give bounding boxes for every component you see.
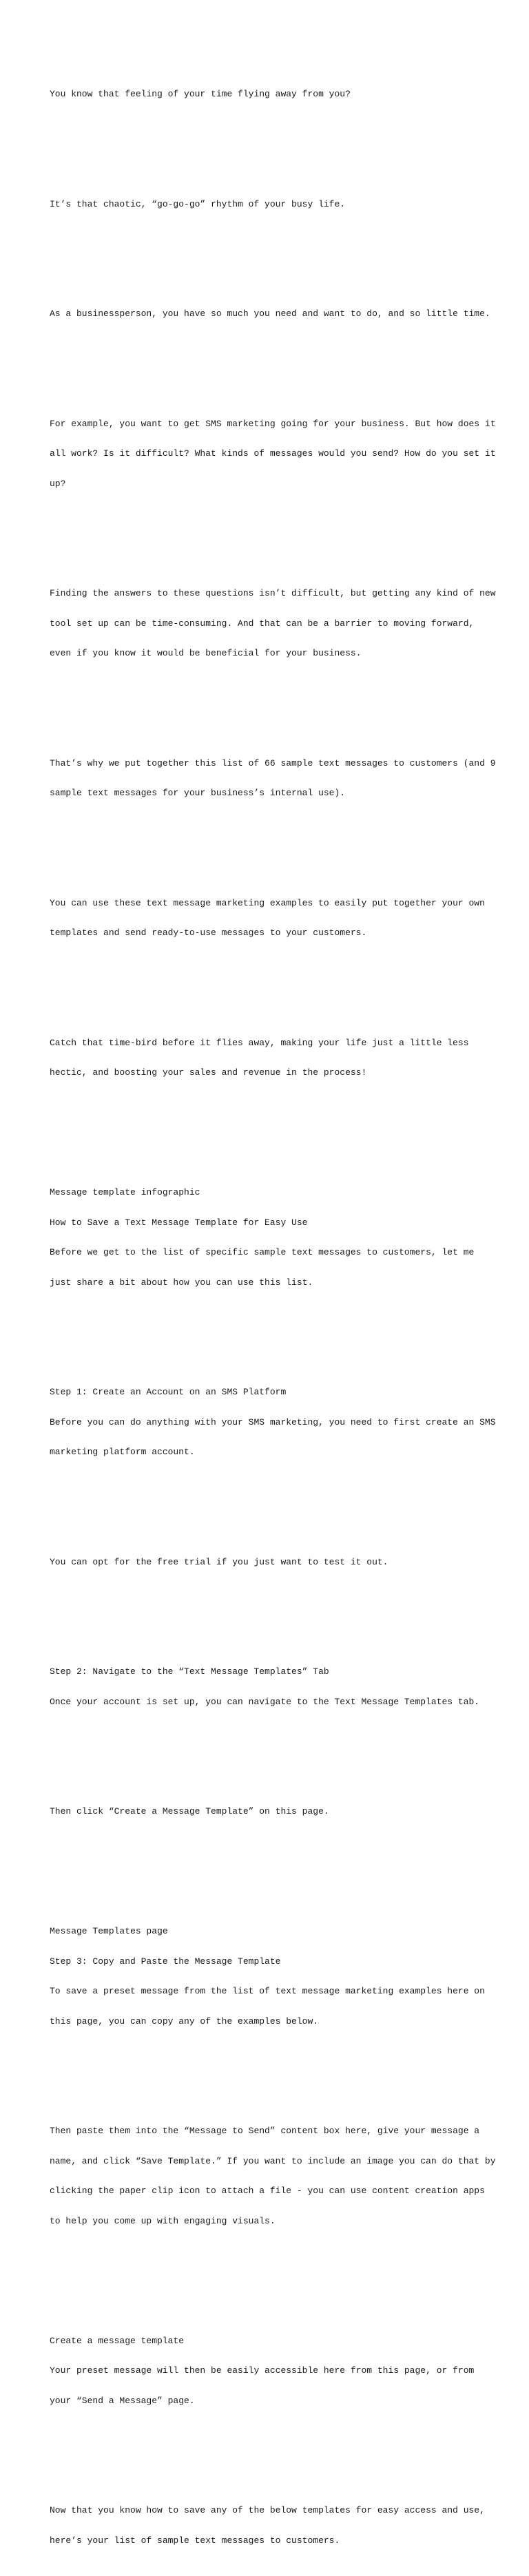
text-line: clicking the paper clip icon to attach a file - you can use content creation apps — [50, 2186, 485, 2196]
text-line: Now that you know how to save any of the below templates for easy access and use, — [50, 2505, 485, 2515]
paragraph — [50, 2106, 496, 2246]
section-infographic — [50, 1168, 490, 1308]
step-heading: Step 1: Create an Account on an SMS Platform — [50, 1387, 287, 1397]
text-line: here’s your list of sample text messages to customers. — [50, 2535, 340, 2546]
section-title: How to Save a Text Message Template for Easy Use — [50, 1217, 308, 1228]
step-2 — [50, 1647, 490, 1727]
text-line: For example, you want to get SMS marketing going for your business. But how does it — [50, 418, 496, 429]
text-line: Finding the answers to these questions isn’t difficult, but getting any kind of new — [50, 588, 496, 598]
text-line: name, and click “Save Template.” If you want to include an image you can do that by — [50, 2155, 496, 2166]
text-line: As a businessperson, you have so much you need and want to do, and so little time. — [50, 308, 490, 319]
text-line: You can opt for the free trial if you just want to test it out. — [50, 1556, 388, 1567]
section-heading: Message Templates page — [50, 1926, 168, 1936]
step-1 — [50, 1368, 496, 1478]
step-3 — [50, 1907, 490, 2046]
paragraph — [50, 2486, 490, 2566]
paragraph — [50, 569, 496, 679]
paragraph — [50, 70, 490, 120]
text-line: Before you can do anything with your SMS marketing, you need to first create an SMS — [50, 1416, 496, 1427]
section-heading: Create a message template — [50, 2335, 185, 2346]
text-line: templates and send ready-to-use messages to your customers. — [50, 928, 367, 938]
text-line: just share a bit about how you can use this list. — [50, 1277, 313, 1288]
step-heading: Step 2: Navigate to the “Text Message Templates” Tab — [50, 1666, 329, 1677]
step-heading: Step 3: Copy and Paste the Message Template — [50, 1956, 281, 1967]
text-line: To save a preset message from the list of text message marketing examples here on — [50, 1986, 485, 1996]
section-create-template — [50, 2316, 490, 2427]
text-line: You know that feeling of your time flying away from you? — [50, 89, 351, 99]
text-line: You can use these text message marketing examples to easily put together your own — [50, 897, 485, 908]
text-line: Then paste them into the “Message to Send” content box here, give your message a — [50, 2126, 480, 2136]
text-line: your “Send a Message” page. — [50, 2395, 195, 2406]
text-line: Before we get to the list of specific sample text messages to customers, let me — [50, 1247, 475, 1257]
text-line: That’s why we put together this list of 66 sample text messages to customers (and 9 — [50, 757, 496, 768]
text-line: to help you come up with engaging visuals. — [50, 2215, 276, 2226]
text-line: Catch that time-bird before it flies away, making your life just a little less — [50, 1037, 469, 1048]
text-line: Your preset message will then be easily accessible here from this page, or from — [50, 2365, 475, 2376]
text-line: Once your account is set up, you can navigate to the Text Message Templates tab. — [50, 1696, 480, 1707]
text-line: Then click “Create a Message Template” on this page. — [50, 1806, 329, 1816]
paragraph — [50, 1538, 490, 1588]
text-line: It’s that chaotic, “go-go-go” rhythm of your busy life. — [50, 198, 346, 209]
paragraph — [50, 289, 490, 339]
text-line: tool set up can be time-consuming. And that can be a barrier to moving forward, — [50, 618, 475, 629]
section-heading: Message template infographic — [50, 1187, 200, 1197]
paragraph — [50, 1787, 490, 1837]
text-line: marketing platform account. — [50, 1447, 195, 1457]
paragraph — [50, 1018, 490, 1098]
text-line: sample text messages for your business’s internal use). — [50, 788, 346, 798]
text-line: hectic, and boosting your sales and revenue in the process! — [50, 1067, 367, 1078]
text-line: this page, you can copy any of the examples below. — [50, 2015, 319, 2027]
text-line: up? — [50, 478, 66, 489]
paragraph — [50, 180, 490, 230]
text-line: all work? Is it difficult? What kinds of messages would you send? How do you set it — [50, 448, 496, 459]
text-line: even if you know it would be beneficial for your business. — [50, 648, 362, 658]
paragraph — [50, 879, 490, 959]
document-page — [50, 50, 496, 2576]
paragraph — [50, 399, 496, 510]
paragraph — [50, 739, 496, 819]
